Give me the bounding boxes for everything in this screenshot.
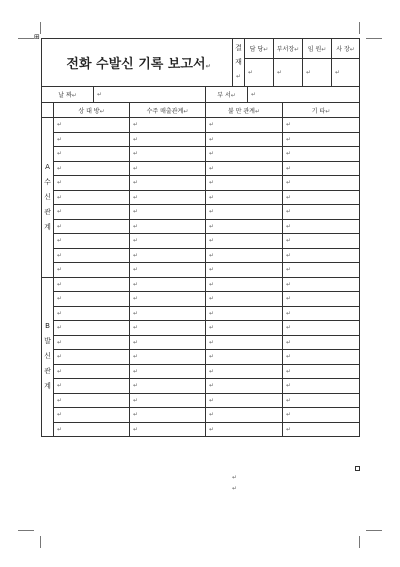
paragraph-mark: ↵	[286, 208, 292, 216]
paragraph-mark: ↵	[286, 309, 292, 317]
log-cell[interactable]	[283, 379, 360, 394]
paragraph-mark: ↵	[133, 295, 139, 303]
group-label-char: 계	[44, 222, 51, 231]
group-label-char: 관	[44, 367, 51, 376]
log-cell[interactable]	[283, 408, 360, 423]
log-cell[interactable]	[54, 132, 130, 147]
table-row	[42, 393, 360, 408]
paragraph-mark: ↵	[57, 164, 63, 172]
paragraph-mark: ↵	[57, 150, 63, 158]
log-cell[interactable]	[283, 147, 360, 162]
paragraph-mark: ↵	[133, 425, 139, 433]
paragraph-mark: ↵	[286, 237, 292, 245]
log-cell[interactable]	[54, 422, 130, 437]
log-cell[interactable]	[130, 248, 206, 263]
log-cell[interactable]	[54, 176, 130, 191]
paragraph-mark: ↵	[57, 280, 63, 288]
paragraph-mark: ↵	[286, 382, 292, 390]
column-header-blank	[42, 103, 54, 118]
log-cell[interactable]	[206, 190, 283, 205]
paragraph-mark: ↵	[209, 367, 215, 375]
paragraph-mark: ↵	[133, 251, 139, 259]
paragraph-mark: ↵	[133, 208, 139, 216]
trailing-paragraph-mark: ↵	[232, 474, 238, 481]
log-cell[interactable]	[283, 335, 360, 350]
paragraph-mark: ↵	[57, 266, 63, 274]
table-row	[42, 350, 360, 365]
log-cell[interactable]	[54, 335, 130, 350]
paragraph-mark: ↵	[209, 396, 215, 404]
log-cell[interactable]	[206, 335, 283, 350]
approval-sign-president[interactable]: ↵	[332, 59, 360, 87]
crop-mark-bottom-right-h	[366, 530, 382, 531]
paragraph-mark: ↵	[209, 425, 215, 433]
paragraph-mark: ↵	[57, 121, 63, 129]
paragraph-mark: ↵	[133, 324, 139, 332]
log-cell[interactable]	[54, 190, 130, 205]
log-cell[interactable]	[206, 379, 283, 394]
paragraph-mark: ↵	[57, 353, 63, 361]
paragraph-mark: ↵	[57, 338, 63, 346]
paragraph-mark: ↵	[209, 222, 215, 230]
paragraph-mark: ↵	[133, 353, 139, 361]
log-cell[interactable]	[130, 422, 206, 437]
paragraph-mark: ↵	[286, 179, 292, 187]
group-label-char: 발	[44, 337, 51, 346]
log-cell[interactable]	[206, 364, 283, 379]
log-cell[interactable]	[283, 190, 360, 205]
table-row	[42, 306, 360, 321]
log-cell[interactable]	[54, 306, 130, 321]
log-table	[41, 102, 360, 437]
log-cell[interactable]	[283, 350, 360, 365]
crop-mark-bottom-right-v	[359, 536, 360, 548]
paragraph-mark: ↵	[286, 411, 292, 419]
crop-mark-top-right-h	[366, 38, 382, 39]
paragraph-mark: ↵	[209, 309, 215, 317]
table-row	[42, 118, 360, 133]
paragraph-mark: ↵	[286, 367, 292, 375]
paragraph-mark: ↵	[286, 222, 292, 230]
paragraph-mark: ↵	[286, 338, 292, 346]
log-cell[interactable]	[130, 335, 206, 350]
dept-label-cell: 부 서↵	[206, 87, 248, 103]
paragraph-mark: ↵	[133, 237, 139, 245]
paragraph-mark: ↵	[209, 208, 215, 216]
paragraph-mark: ↵	[133, 135, 139, 143]
log-cell[interactable]	[206, 408, 283, 423]
paragraph-mark: ↵	[133, 164, 139, 172]
crop-mark-top-left-v	[40, 22, 41, 34]
paragraph-mark: ↵	[57, 179, 63, 187]
paragraph-mark: ↵	[133, 266, 139, 274]
log-cell[interactable]	[283, 422, 360, 437]
log-cell[interactable]	[130, 408, 206, 423]
log-cell[interactable]	[206, 292, 283, 307]
paragraph-mark: ↵	[133, 193, 139, 201]
log-cell[interactable]	[54, 321, 130, 336]
log-cell[interactable]	[283, 277, 360, 292]
approval-role-president[interactable]: 사 장↵	[332, 39, 360, 59]
log-cell[interactable]	[54, 118, 130, 133]
report-form	[41, 38, 359, 468]
log-cell[interactable]	[283, 161, 360, 176]
paragraph-mark: ↵	[57, 396, 63, 404]
log-cell[interactable]	[130, 234, 206, 249]
log-cell[interactable]	[206, 176, 283, 191]
table-anchor-marker[interactable]: ⊞	[34, 33, 40, 41]
column-header-sales: 수주 매출관계↵	[130, 103, 206, 118]
log-cell[interactable]	[206, 147, 283, 162]
table-row	[42, 234, 360, 249]
log-cell[interactable]	[206, 219, 283, 234]
log-cell[interactable]	[54, 393, 130, 408]
log-cell[interactable]	[130, 277, 206, 292]
paragraph-mark: ↵	[286, 396, 292, 404]
log-cell[interactable]	[54, 147, 130, 162]
log-cell[interactable]	[206, 132, 283, 147]
paragraph-mark: ↵	[286, 251, 292, 259]
log-cell[interactable]	[206, 350, 283, 365]
table-row	[42, 190, 360, 205]
log-cell[interactable]	[54, 277, 130, 292]
paragraph-mark: ↵	[57, 251, 63, 259]
paragraph-mark: ↵	[205, 63, 211, 70]
group-label-char: 수	[44, 177, 51, 186]
table-row	[42, 248, 360, 263]
log-cell[interactable]	[130, 147, 206, 162]
paragraph-mark: ↵	[286, 121, 292, 129]
crop-mark-top-right-v	[359, 22, 360, 34]
log-cell[interactable]	[130, 161, 206, 176]
paragraph-mark: ↵	[133, 280, 139, 288]
paragraph-mark: ↵	[57, 411, 63, 419]
log-cell[interactable]	[206, 248, 283, 263]
log-cell[interactable]	[130, 176, 206, 191]
paragraph-mark: ↵	[133, 150, 139, 158]
log-cell[interactable]	[54, 379, 130, 394]
log-cell[interactable]	[54, 234, 130, 249]
paragraph-mark: ↵	[209, 179, 215, 187]
log-cell[interactable]	[54, 292, 130, 307]
log-cell[interactable]	[206, 118, 283, 133]
table-row	[42, 147, 360, 162]
paragraph-mark: ↵	[286, 150, 292, 158]
column-header-other: 기 타↵	[283, 103, 360, 118]
approval-role-executive[interactable]: 임 원↵	[303, 39, 332, 59]
paragraph-mark: ↵	[209, 324, 215, 332]
table-row	[42, 379, 360, 394]
group-label-char: 신	[44, 352, 51, 361]
paragraph-mark: ↵	[209, 382, 215, 390]
table-row	[42, 335, 360, 350]
paragraph-mark: ↵	[286, 425, 292, 433]
paragraph-mark: ↵	[209, 266, 215, 274]
group-label-char: 신	[44, 192, 51, 201]
table-row	[42, 219, 360, 234]
paragraph-mark: ↵	[57, 295, 63, 303]
paragraph-mark: ↵	[209, 121, 215, 129]
paragraph-mark: ↵	[209, 193, 215, 201]
log-cell[interactable]	[54, 219, 130, 234]
paragraph-mark: ↵	[286, 324, 292, 332]
log-cell[interactable]	[283, 118, 360, 133]
paragraph-mark: ↵	[286, 353, 292, 361]
log-cell[interactable]	[206, 422, 283, 437]
crop-mark-top-left-h	[18, 38, 34, 39]
paragraph-mark: ↵	[57, 425, 63, 433]
approval-sign-executive[interactable]: ↵	[303, 59, 332, 87]
paragraph-mark: ↵	[286, 295, 292, 303]
log-body	[42, 118, 360, 437]
header-table	[41, 38, 360, 87]
table-row	[42, 408, 360, 423]
column-header-complaints: 불 만 관계↵	[206, 103, 283, 118]
paragraph-mark: ↵	[209, 150, 215, 158]
table-row	[42, 364, 360, 379]
log-cell[interactable]	[283, 321, 360, 336]
log-cell[interactable]	[130, 306, 206, 321]
log-cell[interactable]	[54, 205, 130, 220]
log-cell[interactable]	[206, 277, 283, 292]
group-label-char: A	[45, 162, 50, 171]
paragraph-mark: ↵	[209, 164, 215, 172]
group-label-char: 관	[44, 207, 51, 216]
paragraph-mark: ↵	[133, 367, 139, 375]
paragraph-mark: ↵	[57, 208, 63, 216]
paragraph-mark: ↵	[133, 338, 139, 346]
paragraph-mark: ↵	[209, 237, 215, 245]
table-resize-handle[interactable]	[355, 466, 360, 471]
log-cell[interactable]	[130, 292, 206, 307]
log-cell[interactable]	[130, 350, 206, 365]
approval-label-bottom: 재	[235, 58, 242, 66]
log-cell[interactable]	[54, 364, 130, 379]
report-title-cell[interactable]	[42, 39, 233, 87]
paragraph-mark: ↵	[57, 193, 63, 201]
paragraph-mark: ↵	[209, 135, 215, 143]
log-cell[interactable]	[283, 263, 360, 278]
paragraph-mark: ↵	[133, 179, 139, 187]
approval-label-top: 결	[235, 44, 242, 52]
group-label-received	[42, 118, 54, 278]
crop-mark-bottom-left-v	[40, 536, 41, 548]
paragraph-mark: ↵	[286, 164, 292, 172]
log-cell[interactable]	[206, 161, 283, 176]
column-header-counterparty: 상 대 방↵	[54, 103, 130, 118]
paragraph-mark: ↵	[209, 295, 215, 303]
approval-role-staff[interactable]: 담 당↵	[245, 39, 274, 59]
report-title: 전화 수발신 기록 보고서	[66, 57, 206, 72]
log-cell[interactable]	[54, 408, 130, 423]
paragraph-mark: ↵	[286, 266, 292, 274]
log-cell[interactable]	[206, 234, 283, 249]
paragraph-mark: ↵	[286, 193, 292, 201]
group-label-char: 계	[44, 382, 51, 391]
log-cell[interactable]	[206, 321, 283, 336]
log-cell[interactable]	[130, 205, 206, 220]
approval-sign-staff[interactable]: ↵	[245, 59, 274, 87]
log-cell[interactable]	[283, 292, 360, 307]
log-cell[interactable]	[206, 263, 283, 278]
log-cell[interactable]	[283, 132, 360, 147]
log-cell[interactable]	[130, 321, 206, 336]
log-cell[interactable]	[130, 132, 206, 147]
log-cell[interactable]	[54, 350, 130, 365]
trailing-paragraph-mark: ↵	[232, 485, 238, 492]
info-table	[41, 86, 360, 103]
paragraph-mark: ↵	[286, 280, 292, 288]
group-label-char: B	[45, 322, 50, 331]
log-cell[interactable]	[283, 176, 360, 191]
table-row	[42, 205, 360, 220]
paragraph-mark: ↵	[57, 324, 63, 332]
paragraph-mark: ↵	[286, 135, 292, 143]
paragraph-mark: ↵	[57, 367, 63, 375]
table-row	[42, 161, 360, 176]
log-cell[interactable]	[130, 219, 206, 234]
paragraph-mark: ↵	[209, 353, 215, 361]
log-cell[interactable]	[283, 306, 360, 321]
log-cell[interactable]	[283, 364, 360, 379]
log-cell[interactable]	[283, 234, 360, 249]
log-cell[interactable]	[130, 393, 206, 408]
table-row	[42, 292, 360, 307]
group-label-sent	[42, 277, 54, 437]
paragraph-mark: ↵	[133, 396, 139, 404]
log-cell[interactable]	[54, 161, 130, 176]
date-label-cell: 날 짜↵	[42, 87, 94, 103]
log-cell[interactable]	[130, 263, 206, 278]
paragraph-mark: ↵	[133, 411, 139, 419]
log-cell[interactable]	[283, 205, 360, 220]
paragraph-mark: ↵	[209, 411, 215, 419]
log-cell[interactable]	[283, 219, 360, 234]
table-row	[42, 132, 360, 147]
table-row	[42, 263, 360, 278]
paragraph-mark: ↵	[133, 382, 139, 390]
crop-mark-bottom-left-h	[18, 530, 34, 531]
paragraph-mark: ↵	[57, 309, 63, 317]
date-field[interactable]: ↵	[94, 87, 206, 103]
log-cell[interactable]	[130, 364, 206, 379]
paragraph-mark: ↵	[57, 237, 63, 245]
table-row	[42, 277, 360, 292]
log-cell[interactable]	[206, 205, 283, 220]
paragraph-mark: ↵	[57, 382, 63, 390]
log-cell[interactable]	[283, 248, 360, 263]
log-cell[interactable]	[54, 248, 130, 263]
log-cell[interactable]	[130, 190, 206, 205]
approval-label: 결 재↵	[233, 39, 245, 87]
paragraph-mark: ↵	[57, 222, 63, 230]
log-cell[interactable]	[130, 118, 206, 133]
table-row	[42, 422, 360, 437]
paragraph-mark: ↵	[133, 121, 139, 129]
log-cell[interactable]	[283, 393, 360, 408]
dept-field[interactable]: ↵	[248, 87, 360, 103]
paragraph-mark: ↵	[209, 338, 215, 346]
table-row	[42, 321, 360, 336]
paragraph-mark: ↵	[57, 135, 63, 143]
approval-sign-dept-head[interactable]: ↵	[274, 59, 303, 87]
log-cell[interactable]	[54, 263, 130, 278]
paragraph-mark: ↵	[209, 251, 215, 259]
log-cell[interactable]	[206, 393, 283, 408]
paragraph-mark: ↵	[133, 309, 139, 317]
paragraph-mark: ↵	[133, 222, 139, 230]
paragraph-mark: ↵	[209, 280, 215, 288]
log-cell[interactable]	[206, 306, 283, 321]
log-cell[interactable]	[130, 379, 206, 394]
table-row	[42, 176, 360, 191]
approval-role-dept-head[interactable]: 부서장↵	[274, 39, 303, 59]
